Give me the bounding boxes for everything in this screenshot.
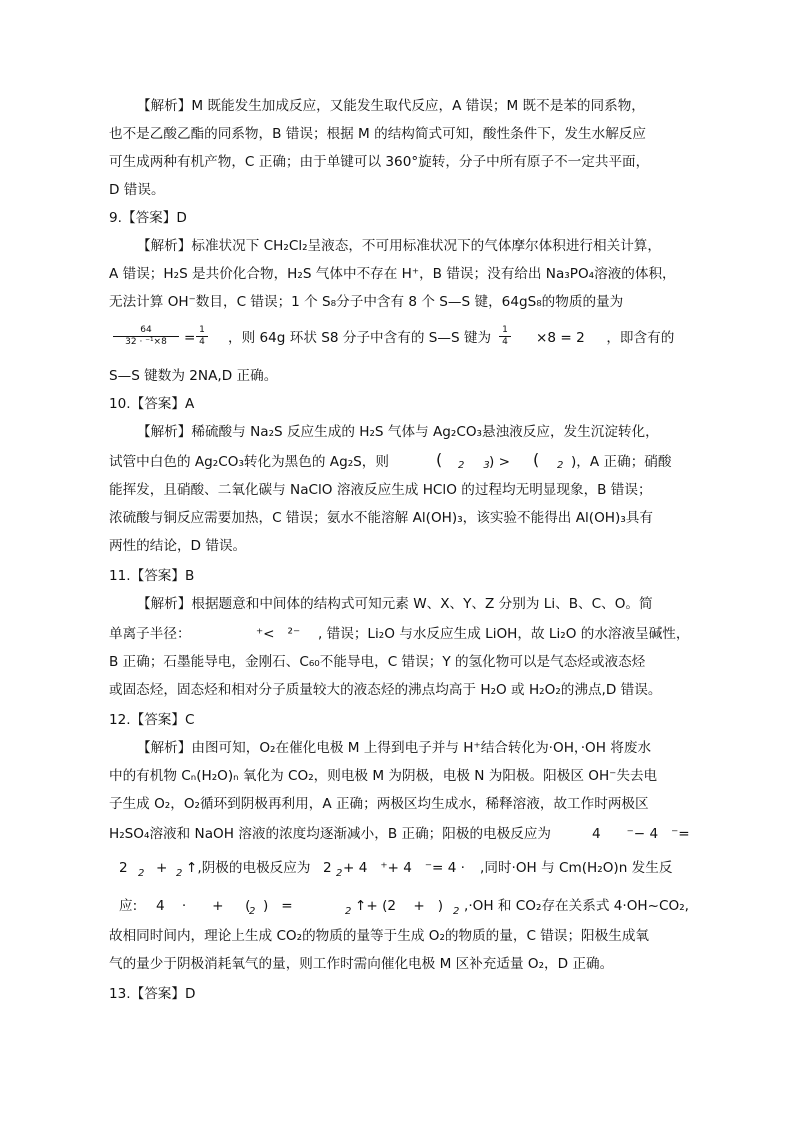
paren-open-1: ( <box>436 450 443 469</box>
explanation-11-line-2c: , 错误；Li₂O 与水反应生成 LiOH，故 Li₂O 的水溶液呈碱性， <box>318 626 690 642</box>
anode-sub-1: 2 <box>138 868 145 879</box>
anode-coef: 2 <box>119 860 128 876</box>
explanation-9-line-2: A 错误；H₂S 是共价化合物，H₂S 气体中不存在 H⁺，B 错误；没有给出 Na₃PO₄溶液的体积， <box>109 266 676 282</box>
explanation-10-line-3: 能挥发，且硝酸、二氧化碳与 NaClO 溶液反应生成 HClO 的过程均无明显现象，B 错误； <box>109 482 652 498</box>
fraction-moles <box>113 325 179 348</box>
anode-sub-2: 2 <box>176 868 183 879</box>
explanation-12-line-2: 中的有机物 Cₙ(H₂O)ₙ 氧化为 CO₂，则电极 M 为阴极，电极 N 为阳极。阳极区 OH⁻失去电 <box>109 768 658 784</box>
explanation-9-line-1: 【解析】标准状况下 CH₂Cl₂呈液态，不可用标准状况下的气体摩尔体积进行相关计算， <box>137 238 661 254</box>
fraction-quarter-denominator: 4 <box>199 337 205 347</box>
subscript-ag2co3: 2 3 <box>458 460 490 471</box>
explanation-10-line-2a: 试管中白色的 Ag₂CO₃转化为黑色的 Ag₂S，则 <box>109 454 389 470</box>
oxidation-sub-2: 2 <box>345 906 352 917</box>
fraction-quarter-2-denominator: 4 <box>502 337 508 347</box>
subscript-ag2s: 2 <box>557 460 564 471</box>
explanation-12-line-4a: H₂SO₄溶液和 NaOH 溶液的浓度均逐渐减小，B 正确；阳极的电极反应为 <box>109 826 552 842</box>
answer-13: 13.【答案】D <box>109 986 196 1002</box>
explanation-9-line-3: 无法计算 OH⁻数目，C 错误；1 个 S₈分子中含有 8 个 S—S 键，64gS₈的物质的量为 <box>109 294 624 310</box>
explanation-11-line-3: B 正确；石墨能导电，金刚石、C₆₀不能导电，C 错误；Y 的氢化物可以是气态烃或液态烃 <box>109 654 646 670</box>
cathode-sub: 2 <box>336 868 343 879</box>
explanation-8-line-1: 【解析】M 既能发生加成反应，又能发生取代反应，A 错误；M 既不是苯的同系物， <box>137 98 645 114</box>
explanation-11-line-1: 【解析】根据题意和中间体的结构式可知元素 W、X、Y、Z 分别为 Li、B、C、O。简 <box>137 596 653 612</box>
explanation-12-line-8: 气的量少于阴极消耗氧气的量，则工作时需向催化电极 M 区补充适量 O₂，D 正确。 <box>109 956 614 972</box>
cathode-reaction: + 4 ⁺+ 4 ⁻= 4 · <box>343 860 465 876</box>
answer-9: 9.【答案】D <box>109 210 187 226</box>
fraction-quarter-2 <box>499 325 511 348</box>
cathode-coef: 2 <box>323 860 332 876</box>
ion-radius-comparison: ⁺< ²⁻ <box>256 626 301 642</box>
explanation-12-line-1: 【解析】由图可知，O₂在催化电极 M 上得到电子并与 H⁺结合转化为·OH，·OH 将废水 <box>137 740 652 756</box>
explanation-11-line-2a: 单离子半径： <box>109 626 191 642</box>
oxidation-reaction-left: 4 · + ( <box>156 898 251 914</box>
fraction-moles-numerator: 64 <box>113 325 179 337</box>
explanation-12-line-5-tail: ,同时·OH 与 Cm(H₂O)n 发生反 <box>480 860 673 876</box>
explanation-12-line-6-tail: ,·OH 和 CO₂存在关系式 4·OH~CO₂, <box>464 898 689 914</box>
paren-open-2: ( <box>533 450 540 469</box>
explanation-10-line-4: 浓硫酸与铜反应需要加热，C 错误；氨水不能溶解 Al(OH)₃，该实验不能得出 Al(OH)₃具有 <box>109 510 653 526</box>
explanation-12-line-6a: 应: <box>119 898 138 914</box>
oxidation-sub-1: 2 <box>249 906 256 917</box>
explanation-12-line-5-mid: ↑,阴极的电极反应为 <box>186 860 311 876</box>
explanation-12-line-7: 故相同时间内，理论上生成 CO₂的物质的量等于生成 O₂的物质的量，C 错误；阳极生成氧 <box>109 928 650 944</box>
explanation-12-line-3: 子生成 O₂，O₂循环到阴极再利用，A 正确；两极区均生成水，稀释溶液，故工作时两极区 <box>109 796 649 812</box>
answer-11: 11.【答案】B <box>109 568 195 584</box>
explanation-11-line-4: 或固态烃，固态烃和相对分子质量较大的液态烃的沸点均高于 H₂O 或 H₂O₂的沸点,D 错误。 <box>109 682 662 698</box>
fraction-quarter-numerator: 1 <box>196 325 208 337</box>
fraction-quarter-2-numerator: 1 <box>499 325 511 337</box>
oxidation-equals: ) = <box>263 898 293 914</box>
explanation-10-line-2-tail: )，A 正确；硝酸 <box>571 454 672 470</box>
fraction-quarter <box>196 325 208 348</box>
explanation-8-line-2: 也不是乙酸乙酯的同系物，B 错误；根据 M 的结构简式可知，酸性条件下，发生水解反应 <box>109 126 646 142</box>
explanation-10-line-1: 【解析】稀硫酸与 Na₂S 反应生成的 H₂S 气体与 Ag₂CO₃悬浊液反应，发生沉淀转化， <box>137 424 659 440</box>
explanation-9-line-4-mid: ，则 64g 环状 S8 分子中含有的 S—S 键为 <box>228 330 492 346</box>
greater-than: ) > <box>489 454 511 470</box>
equals-sign: = <box>184 330 196 346</box>
answer-10: 10.【答案】A <box>109 396 195 412</box>
explanation-8-line-4: D 错误。 <box>109 182 165 198</box>
explanation-9-line-5: S—S 键数为 2NA,D 正确。 <box>109 368 278 384</box>
anode-reaction-left: 4 ⁻− 4 ⁻= <box>592 826 690 842</box>
explanation-9-line-4-tail: ×8 = 2 ，即含有的 <box>536 330 675 346</box>
explanation-10-line-5: 两性的结论，D 错误。 <box>109 538 247 554</box>
oxidation-reaction-right: ↑+ (2 + ) <box>355 898 443 914</box>
oxidation-sub-3: 2 <box>453 906 460 917</box>
explanation-8-line-3: 可生成两种有机产物，C 正确；由于单键可以 360°旋转，分子中所有原子不一定共平面， <box>109 154 650 170</box>
anode-plus: + <box>156 860 168 876</box>
answer-12: 12.【答案】C <box>109 712 195 728</box>
fraction-moles-denominator: 32 · ⁻¹×8 <box>125 337 167 347</box>
